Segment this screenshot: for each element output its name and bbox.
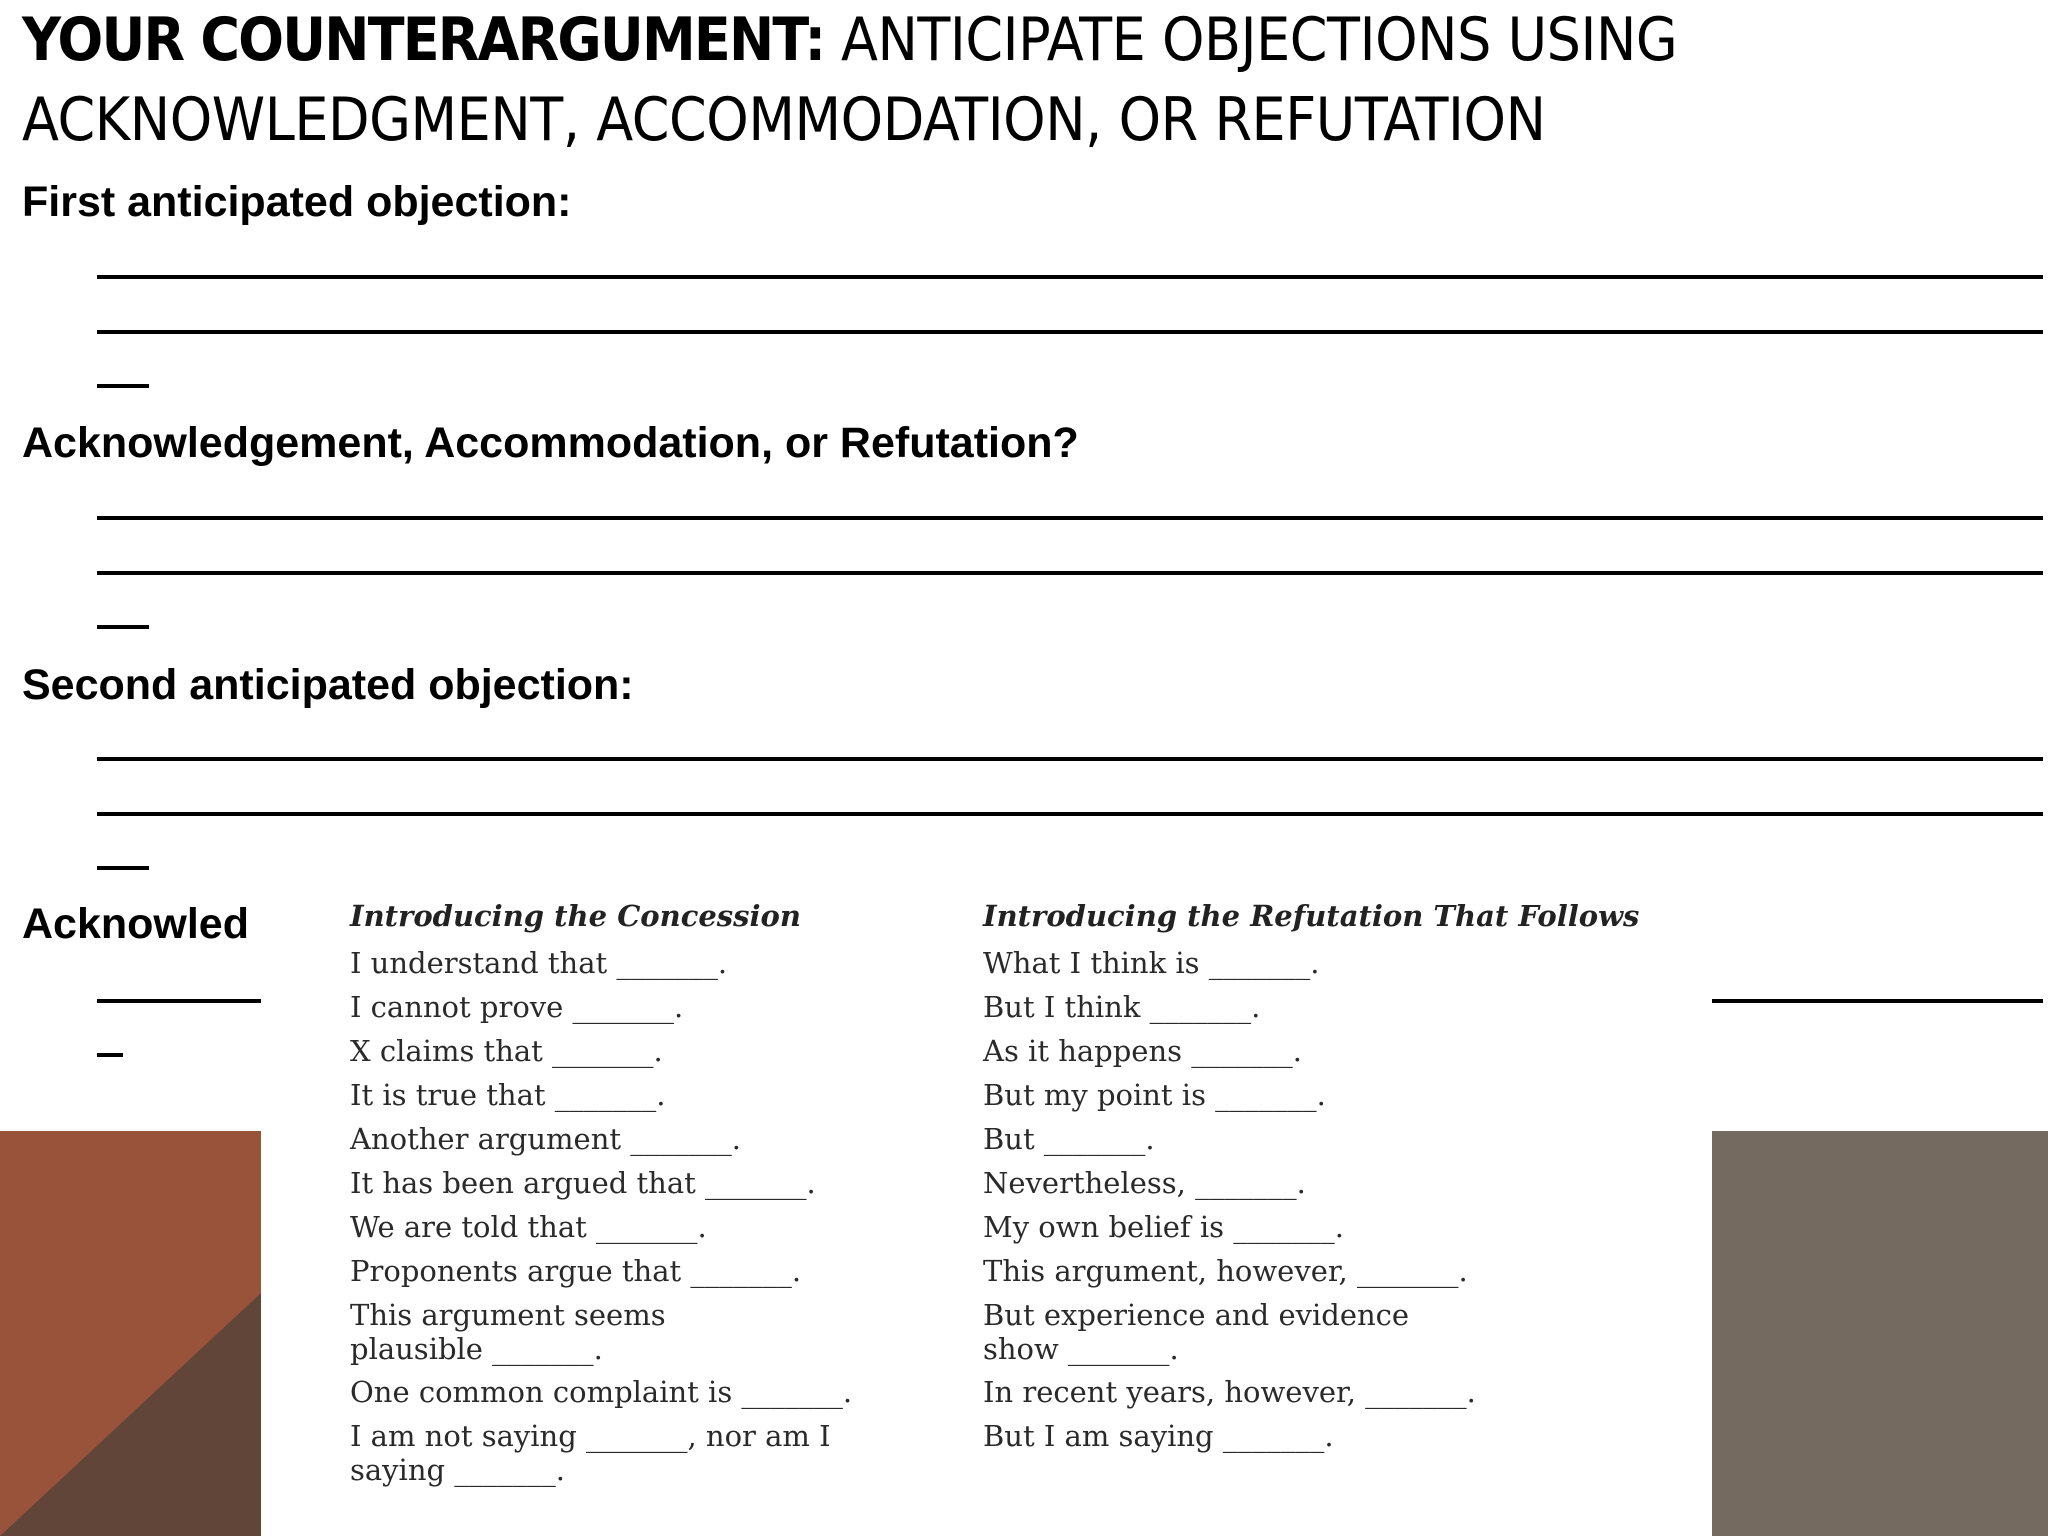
concession-column [350, 898, 950, 1496]
slide-title [22, 0, 1813, 160]
sentence-templates-image [261, 868, 1712, 1536]
concession-list [350, 946, 950, 1487]
template-item: It has been argued that _______. [350, 1166, 816, 1200]
template-item: One common complaint is _______. [350, 1375, 853, 1409]
template-item: But my point is _______. [983, 1078, 1326, 1112]
template-item: Nevertheless, _______. [983, 1166, 1306, 1200]
template-item: My own belief is _______. [983, 1210, 1344, 1244]
answer-line[interactable] [97, 757, 2043, 761]
concession-heading: Introducing the Concession [350, 899, 801, 933]
first-objection-label: First anticipated objection: [22, 178, 572, 226]
template-item: This argument seems plausible _______. [350, 1298, 666, 1366]
template-item: I understand that _______. [350, 946, 728, 980]
answer-line-end[interactable] [97, 384, 149, 388]
refutation-list [983, 946, 1683, 1454]
template-item: In recent years, however, _______. [983, 1375, 1476, 1409]
decorative-block-right [1712, 1131, 2048, 1536]
template-item: What I think is _______. [983, 946, 1320, 980]
answer-line[interactable] [97, 330, 2043, 334]
refutation-heading: Introducing the Refutation That Follows [983, 899, 1640, 933]
template-item: But I am saying _______. [983, 1419, 1334, 1453]
answer-line[interactable] [97, 999, 262, 1003]
second-objection-label: Second anticipated objection: [22, 661, 634, 709]
answer-line-end[interactable] [97, 866, 149, 870]
template-item: X claims that _______. [350, 1034, 663, 1068]
answer-line[interactable] [97, 812, 2043, 816]
refutation-column [983, 898, 1683, 1463]
answer-line-end[interactable] [97, 1053, 123, 1057]
template-item: Another argument _______. [350, 1122, 741, 1156]
decorative-triangle [0, 1131, 261, 1536]
template-item: Proponents argue that _______. [350, 1254, 802, 1288]
template-item: But _______. [983, 1122, 1155, 1156]
template-item: I am not saying _______, nor am I saying _______. [350, 1419, 831, 1487]
response-type-label-partial: Acknowled [22, 900, 249, 948]
answer-line[interactable] [97, 516, 2043, 520]
answer-line-end[interactable] [97, 625, 149, 629]
template-item: As it happens _______. [983, 1034, 1302, 1068]
template-item: I cannot prove _______. [350, 990, 684, 1024]
template-item: We are told that _______. [350, 1210, 707, 1244]
response-type-label: Acknowledgement, Accommodation, or Refutation? [22, 419, 1079, 467]
template-item: This argument, however, _______. [983, 1254, 1468, 1288]
template-item: But I think _______. [983, 990, 1261, 1024]
answer-line[interactable] [97, 275, 2043, 279]
template-item: It is true that _______. [350, 1078, 666, 1112]
answer-line[interactable] [1712, 999, 2043, 1003]
template-item: But experience and evidence show _______. [983, 1298, 1410, 1366]
answer-line[interactable] [97, 571, 2043, 575]
slide-title-lead: YOUR COUNTERARGUMENT: [22, 5, 825, 75]
decorative-corner-left [0, 1131, 261, 1536]
slide-title-rest: ANTICIPATE OBJECTIONS USING ACKNOWLEDGMENT, ACCOMMODATION, OR REFUTATION [22, 5, 1678, 155]
